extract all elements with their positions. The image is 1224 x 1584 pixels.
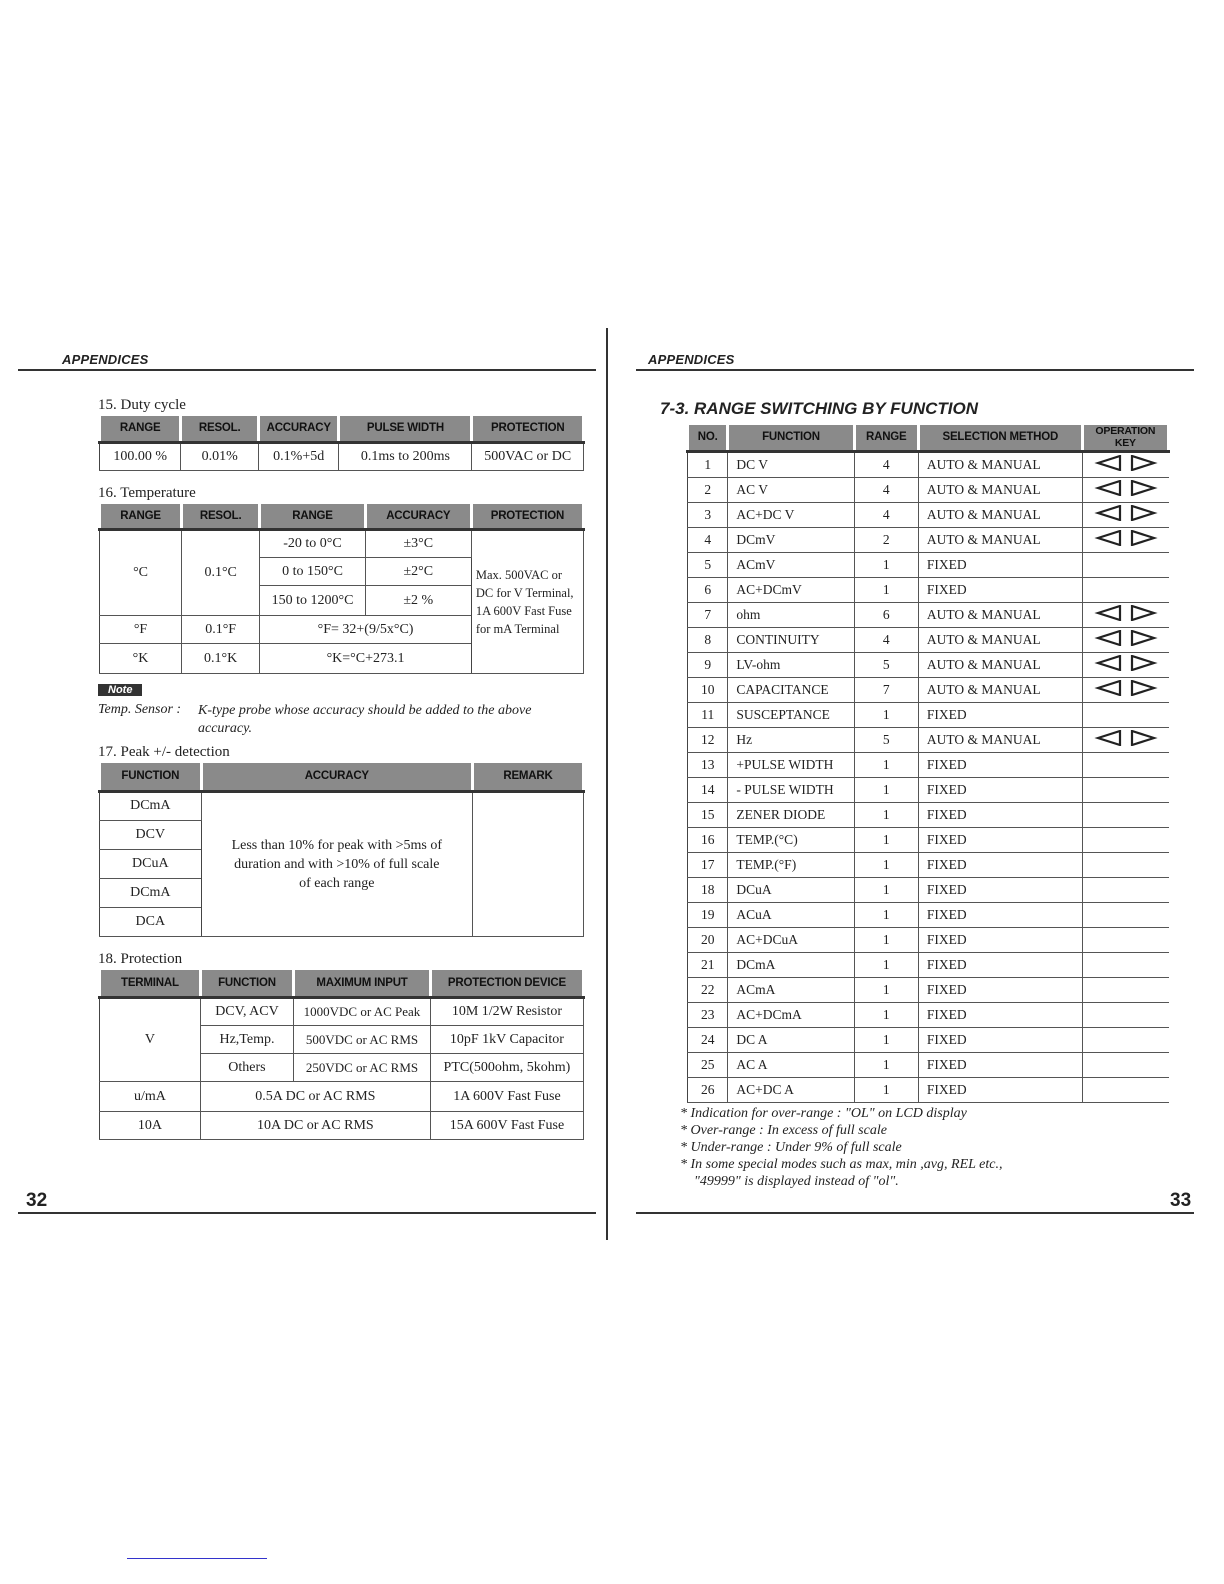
range-cell-operation-key — [1082, 977, 1168, 1002]
range-cell-method: FIXED — [918, 877, 1082, 902]
temp-cell-accuracy: ±2°C — [365, 558, 471, 586]
range-switching-table — [686, 425, 1170, 1103]
left-page-number: 32 — [26, 1190, 48, 1211]
prot-cell-device: PTC(500ohm, 5kohm) — [430, 1054, 583, 1082]
range-cell-method: AUTO & MANUAL — [918, 477, 1082, 502]
range-cell-range: 5 — [854, 727, 918, 752]
range-header-selection-method: SELECTION METHOD — [918, 425, 1082, 451]
temp-cell-range: 0 to 150°C — [260, 558, 366, 586]
range-cell-operation-key — [1082, 902, 1168, 927]
prot-header-max-input: MAXIMUM INPUT — [294, 970, 431, 998]
range-cell-function: TEMP.(°C) — [728, 827, 854, 852]
duty-header-resol: RESOL. — [181, 416, 259, 442]
range-cell-no: 1 — [688, 451, 728, 477]
range-cell-method: AUTO & MANUAL — [918, 677, 1082, 702]
range-cell-operation-key — [1082, 877, 1168, 902]
temp-cell-protection: Max. 500VAC or DC for V Terminal, 1A 600V Fast Fuse for mA Terminal — [471, 530, 583, 674]
temp-cell-k-resol: 0.1°K — [182, 644, 260, 674]
range-cell-function: ACmA — [728, 977, 854, 1002]
range-cell-function: +PULSE WIDTH — [728, 752, 854, 777]
protection-title: 18. Protection — [98, 950, 183, 967]
range-cell-operation-key — [1082, 502, 1168, 527]
left-header-rule — [18, 369, 596, 371]
range-cell-operation-key — [1082, 477, 1168, 502]
duty-cycle-table — [98, 416, 585, 471]
range-cell-operation-key — [1082, 802, 1168, 827]
temp-cell-f-resol: 0.1°F — [182, 616, 260, 644]
range-cell-no: 16 — [688, 827, 728, 852]
temp-cell-k-range: °K — [100, 644, 182, 674]
temp-header-protection: PROTECTION — [471, 504, 583, 530]
range-cell-operation-key — [1082, 1002, 1168, 1027]
range-cell-method: FIXED — [918, 702, 1082, 727]
temp-cell-range: 150 to 1200°C — [260, 586, 366, 616]
range-cell-range: 1 — [854, 927, 918, 952]
range-cell-method: FIXED — [918, 802, 1082, 827]
temp-cell-accuracy: ±2 % — [365, 586, 471, 616]
peak-header-accuracy: ACCURACY — [201, 763, 472, 791]
range-cell-method: FIXED — [918, 952, 1082, 977]
right-footer-rule — [636, 1212, 1194, 1214]
peak-title: 17. Peak +/- detection — [98, 744, 230, 760]
temp-cell-f-range: °F — [100, 616, 182, 644]
range-cell-operation-key — [1082, 727, 1168, 752]
range-cell-no: 18 — [688, 877, 728, 902]
peak-cell-function: DCuA — [100, 849, 202, 878]
range-row — [688, 702, 1169, 727]
range-row — [688, 977, 1169, 1002]
range-cell-function: Hz — [728, 727, 854, 752]
range-cell-no: 24 — [688, 1027, 728, 1052]
protection-table — [98, 970, 585, 1141]
range-cell-operation-key — [1082, 1077, 1168, 1102]
peak-cell-function: DCmA — [100, 791, 202, 820]
duty-cell-resol: 0.01% — [181, 442, 259, 470]
range-cell-range: 1 — [854, 902, 918, 927]
left-right-arrow-keys-icon — [1094, 630, 1158, 646]
left-right-arrow-keys-icon — [1094, 655, 1158, 671]
range-cell-no: 21 — [688, 952, 728, 977]
range-cell-method: FIXED — [918, 1002, 1082, 1027]
range-row — [688, 1052, 1169, 1077]
range-cell-function: AC A — [728, 1052, 854, 1077]
range-cell-operation-key — [1082, 577, 1168, 602]
range-cell-no: 4 — [688, 527, 728, 552]
range-cell-method: AUTO & MANUAL — [918, 727, 1082, 752]
left-right-arrow-keys-icon — [1094, 605, 1158, 621]
range-cell-range: 1 — [854, 577, 918, 602]
footnote: * In some special modes such as max, min ,avg, REL etc., — [680, 1156, 1003, 1172]
right-page — [636, 352, 1194, 1190]
range-cell-range: 7 — [854, 677, 918, 702]
left-right-arrow-keys-icon — [1094, 680, 1158, 696]
range-cell-no: 12 — [688, 727, 728, 752]
range-cell-no: 10 — [688, 677, 728, 702]
right-header: APPENDICES — [648, 352, 735, 367]
range-cell-range: 6 — [854, 602, 918, 627]
peak-cell-function: DCmA — [100, 878, 202, 907]
peak-cell-remark — [472, 791, 583, 936]
range-cell-no: 26 — [688, 1077, 728, 1102]
range-cell-no: 8 — [688, 627, 728, 652]
range-row — [688, 802, 1169, 827]
range-row — [688, 1077, 1169, 1102]
range-cell-method: FIXED — [918, 927, 1082, 952]
range-cell-no: 25 — [688, 1052, 728, 1077]
prot-cell-device: 10M 1/2W Resistor — [430, 998, 583, 1026]
range-cell-range: 1 — [854, 852, 918, 877]
prot-cell-uma-input: 0.5A DC or AC RMS — [200, 1082, 430, 1112]
range-cell-range: 1 — [854, 1077, 918, 1102]
range-cell-method: FIXED — [918, 752, 1082, 777]
note-badge: Note — [98, 684, 142, 696]
range-row — [688, 852, 1169, 877]
range-cell-function: TEMP.(°F) — [728, 852, 854, 877]
prot-header-function: FUNCTION — [200, 970, 293, 998]
duty-cell-pulse-width: 0.1ms to 200ms — [339, 442, 472, 470]
range-cell-method: FIXED — [918, 1027, 1082, 1052]
prot-cell-max-input: 250VDC or AC RMS — [294, 1054, 431, 1082]
prot-cell-function: Others — [200, 1054, 293, 1082]
range-cell-method: AUTO & MANUAL — [918, 451, 1082, 477]
range-row — [688, 602, 1169, 627]
range-cell-operation-key — [1082, 777, 1168, 802]
range-cell-no: 22 — [688, 977, 728, 1002]
range-cell-no: 15 — [688, 802, 728, 827]
range-cell-function: AC+DCmV — [728, 577, 854, 602]
duty-cell-range: 100.00 % — [100, 442, 181, 470]
duty-header-accuracy: ACCURACY — [258, 416, 338, 442]
range-row — [688, 1027, 1169, 1052]
range-cell-range: 1 — [854, 752, 918, 777]
range-cell-function: SUSCEPTANCE — [728, 702, 854, 727]
footnote: * Over-range : In excess of full scale — [680, 1122, 887, 1138]
peak-header-function: FUNCTION — [100, 763, 202, 791]
range-cell-no: 13 — [688, 752, 728, 777]
peak-header-remark: REMARK — [472, 763, 583, 791]
prot-cell-10a-terminal: 10A — [100, 1112, 201, 1140]
temp-cell-accuracy: ±3°C — [365, 530, 471, 558]
range-cell-no: 6 — [688, 577, 728, 602]
range-header-no: NO. — [688, 425, 728, 451]
prot-header-device: PROTECTION DEVICE — [430, 970, 583, 998]
range-cell-operation-key — [1082, 827, 1168, 852]
temp-cell-c-resol: 0.1°C — [182, 530, 260, 616]
range-cell-no: 11 — [688, 702, 728, 727]
range-cell-range: 4 — [854, 477, 918, 502]
range-cell-operation-key — [1082, 702, 1168, 727]
right-header-rule — [636, 369, 1194, 371]
range-row — [688, 477, 1169, 502]
range-row — [688, 902, 1169, 927]
range-cell-method: AUTO & MANUAL — [918, 652, 1082, 677]
range-cell-operation-key — [1082, 927, 1168, 952]
range-row — [688, 451, 1169, 477]
range-cell-method: FIXED — [918, 577, 1082, 602]
range-cell-operation-key — [1082, 852, 1168, 877]
range-cell-method: FIXED — [918, 552, 1082, 577]
range-header-operation-key: OPERATION KEY — [1082, 425, 1168, 451]
temp-header-range: RANGE — [100, 504, 182, 530]
range-cell-no: 20 — [688, 927, 728, 952]
range-switching-title: 7-3. RANGE SWITCHING BY FUNCTION — [660, 399, 978, 418]
range-cell-method: FIXED — [918, 777, 1082, 802]
range-row — [688, 677, 1169, 702]
range-cell-function: AC+DCuA — [728, 927, 854, 952]
range-cell-operation-key — [1082, 527, 1168, 552]
duty-header-pulse-width: PULSE WIDTH — [339, 416, 472, 442]
range-cell-method: FIXED — [918, 902, 1082, 927]
range-cell-no: 3 — [688, 502, 728, 527]
range-cell-function: ACuA — [728, 902, 854, 927]
range-row — [688, 877, 1169, 902]
duty-cell-accuracy: 0.1%+5d — [258, 442, 338, 470]
range-cell-function: AC V — [728, 477, 854, 502]
range-cell-no: 9 — [688, 652, 728, 677]
left-right-arrow-keys-icon — [1094, 730, 1158, 746]
peak-table — [98, 763, 585, 937]
range-cell-function: DCuA — [728, 877, 854, 902]
prot-cell-uma-terminal: u/mA — [100, 1082, 201, 1112]
note-label: Temp. Sensor : — [98, 702, 182, 717]
duty-header-range: RANGE — [100, 416, 181, 442]
range-cell-method: AUTO & MANUAL — [918, 627, 1082, 652]
left-header: APPENDICES — [62, 352, 149, 367]
range-cell-range: 1 — [854, 1002, 918, 1027]
left-right-arrow-keys-icon — [1094, 530, 1158, 546]
temp-header-resol: RESOL. — [182, 504, 260, 530]
range-row — [688, 552, 1169, 577]
range-cell-operation-key — [1082, 1052, 1168, 1077]
temp-cell-f-formula: °F= 32+(9/5x°C) — [260, 616, 472, 644]
temperature-title: 16. Temperature — [98, 484, 196, 501]
range-cell-range: 1 — [854, 1052, 918, 1077]
range-cell-no: 7 — [688, 602, 728, 627]
range-cell-range: 1 — [854, 952, 918, 977]
temp-header-accuracy: ACCURACY — [365, 504, 471, 530]
prot-cell-max-input: 500VDC or AC RMS — [294, 1026, 431, 1054]
prot-cell-max-input: 1000VDC or AC Peak — [294, 998, 431, 1026]
range-row — [688, 952, 1169, 977]
range-cell-no: 5 — [688, 552, 728, 577]
range-cell-range: 1 — [854, 827, 918, 852]
prot-cell-function: Hz,Temp. — [200, 1026, 293, 1054]
range-cell-function: DCmV — [728, 527, 854, 552]
note-text: K-type probe whose accuracy should be added to the above accuracy. — [198, 703, 532, 736]
range-header-function: FUNCTION — [728, 425, 854, 451]
range-row — [688, 1002, 1169, 1027]
range-cell-function: LV-ohm — [728, 652, 854, 677]
left-page — [18, 352, 596, 1140]
range-cell-method: FIXED — [918, 1077, 1082, 1102]
range-row — [688, 527, 1169, 552]
range-cell-function: DC A — [728, 1027, 854, 1052]
range-cell-no: 23 — [688, 1002, 728, 1027]
range-cell-method: FIXED — [918, 827, 1082, 852]
range-cell-operation-key — [1082, 952, 1168, 977]
range-row — [688, 577, 1169, 602]
range-cell-range: 2 — [854, 527, 918, 552]
prot-cell-v-terminal: V — [100, 998, 201, 1082]
range-cell-no: 14 — [688, 777, 728, 802]
prot-cell-10a-input: 10A DC or AC RMS — [200, 1112, 430, 1140]
range-cell-no: 19 — [688, 902, 728, 927]
range-cell-operation-key — [1082, 652, 1168, 677]
range-cell-range: 1 — [854, 1027, 918, 1052]
range-cell-range: 1 — [854, 552, 918, 577]
duty-cycle-title: 15. Duty cycle — [98, 397, 186, 413]
right-page-number: 33 — [1170, 1190, 1192, 1211]
range-cell-method: FIXED — [918, 1052, 1082, 1077]
range-cell-function: AC+DC A — [728, 1077, 854, 1102]
range-row — [688, 927, 1169, 952]
prot-header-terminal: TERMINAL — [100, 970, 201, 998]
temp-cell-c-range: °C — [100, 530, 182, 616]
range-cell-operation-key — [1082, 627, 1168, 652]
range-cell-method: FIXED — [918, 977, 1082, 1002]
range-cell-range: 1 — [854, 877, 918, 902]
range-cell-range: 1 — [854, 702, 918, 727]
range-cell-function: CONTINUITY — [728, 627, 854, 652]
range-cell-method: AUTO & MANUAL — [918, 502, 1082, 527]
peak-cell-accuracy: Less than 10% for peak with >5ms of duration and with >10% of full scale of each range — [201, 791, 472, 936]
range-cell-method: AUTO & MANUAL — [918, 527, 1082, 552]
range-cell-function: ACmV — [728, 552, 854, 577]
bottom-link-rule — [127, 1558, 267, 1559]
range-cell-operation-key — [1082, 451, 1168, 477]
range-cell-range: 1 — [854, 802, 918, 827]
range-row — [688, 752, 1169, 777]
range-row — [688, 502, 1169, 527]
footnote: * Indication for over-range : "OL" on LCD display — [680, 1105, 967, 1121]
peak-cell-function: DCV — [100, 820, 202, 849]
range-cell-operation-key — [1082, 1027, 1168, 1052]
duty-header-protection: PROTECTION — [472, 416, 584, 442]
range-cell-operation-key — [1082, 602, 1168, 627]
range-cell-method: AUTO & MANUAL — [918, 602, 1082, 627]
range-cell-range: 5 — [854, 652, 918, 677]
range-cell-no: 17 — [688, 852, 728, 877]
range-cell-function: ohm — [728, 602, 854, 627]
footnote: * Under-range : Under 9% of full scale — [680, 1139, 902, 1155]
left-right-arrow-keys-icon — [1094, 505, 1158, 521]
page-divider — [606, 328, 608, 1240]
range-header-range: RANGE — [854, 425, 918, 451]
duty-cell-protection: 500VAC or DC — [472, 442, 584, 470]
range-cell-operation-key — [1082, 752, 1168, 777]
peak-cell-function: DCA — [100, 907, 202, 936]
range-cell-method: FIXED — [918, 852, 1082, 877]
range-cell-operation-key — [1082, 552, 1168, 577]
range-cell-function: - PULSE WIDTH — [728, 777, 854, 802]
range-row — [688, 652, 1169, 677]
range-cell-function: ZENER DIODE — [728, 802, 854, 827]
left-footer-rule — [18, 1212, 596, 1214]
temp-header-range-2: RANGE — [260, 504, 366, 530]
range-cell-no: 2 — [688, 477, 728, 502]
temp-cell-range: -20 to 0°C — [260, 530, 366, 558]
left-right-arrow-keys-icon — [1094, 455, 1158, 471]
range-cell-function: AC+DC V — [728, 502, 854, 527]
range-cell-function: DC V — [728, 451, 854, 477]
range-row — [688, 727, 1169, 752]
prot-cell-device: 10pF 1kV Capacitor — [430, 1026, 583, 1054]
range-cell-range: 4 — [854, 502, 918, 527]
range-cell-range: 4 — [854, 627, 918, 652]
range-row — [688, 627, 1169, 652]
prot-cell-10a-device: 15A 600V Fast Fuse — [430, 1112, 583, 1140]
range-cell-function: DCmA — [728, 952, 854, 977]
prot-cell-function: DCV, ACV — [200, 998, 293, 1026]
range-cell-range: 1 — [854, 777, 918, 802]
range-cell-operation-key — [1082, 677, 1168, 702]
prot-cell-uma-device: 1A 600V Fast Fuse — [430, 1082, 583, 1112]
range-row — [688, 777, 1169, 802]
range-cell-function: AC+DCmA — [728, 1002, 854, 1027]
range-cell-function: CAPACITANCE — [728, 677, 854, 702]
temp-cell-k-formula: °K=°C+273.1 — [260, 644, 472, 674]
range-cell-range: 4 — [854, 451, 918, 477]
range-cell-range: 1 — [854, 977, 918, 1002]
range-row — [688, 827, 1169, 852]
temperature-table — [98, 504, 585, 675]
left-right-arrow-keys-icon — [1094, 480, 1158, 496]
footnote: "49999" is displayed instead of "ol". — [694, 1173, 899, 1189]
